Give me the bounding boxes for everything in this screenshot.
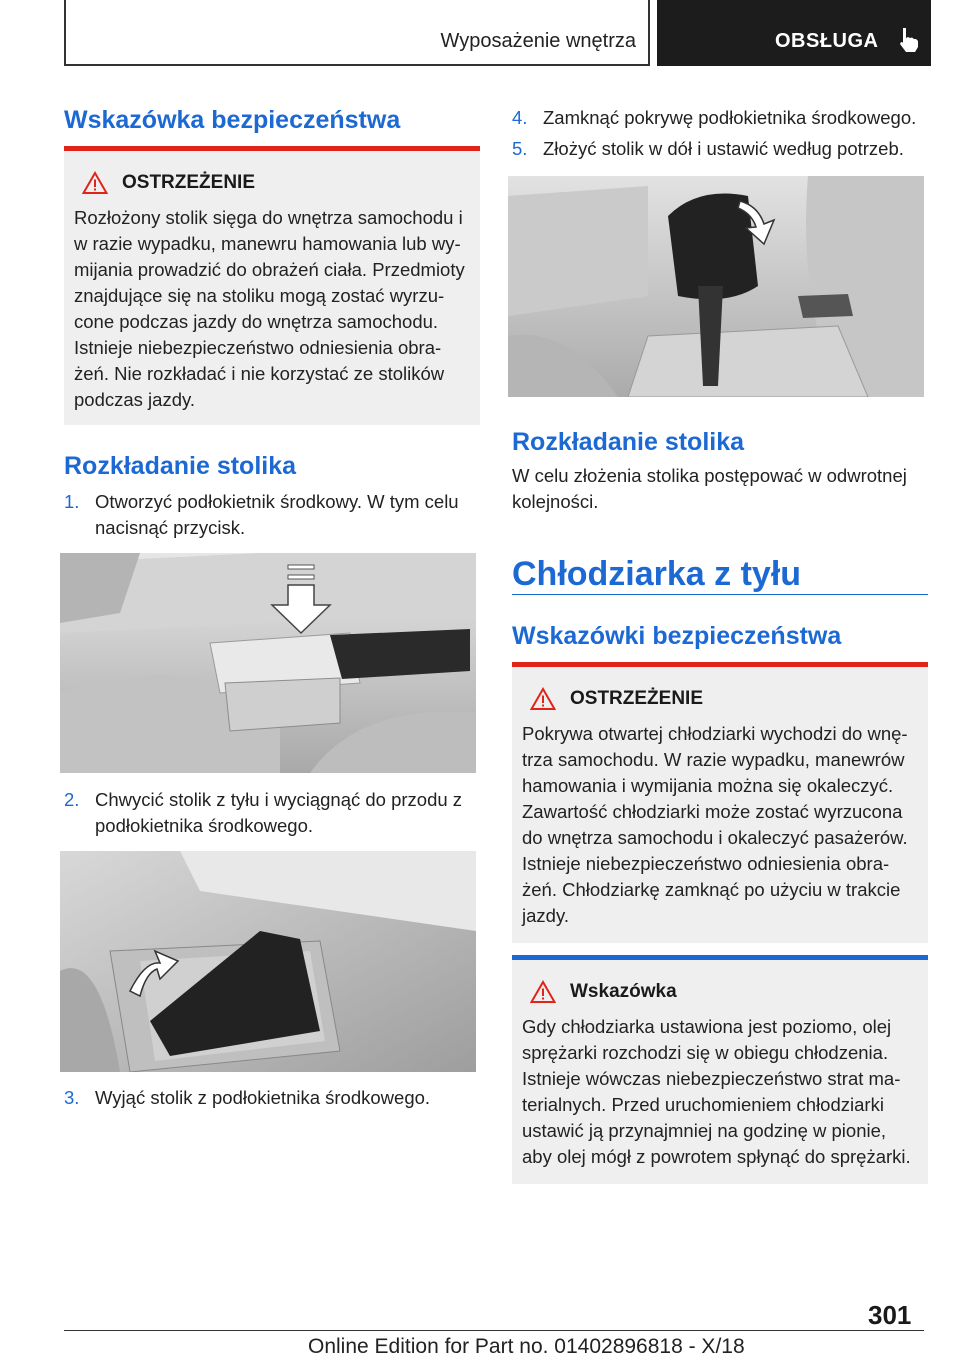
warning-triangle-icon [82,171,108,195]
heading-fold-table: Rozkładanie stolika [512,428,745,456]
step-5: 5. Złożyć stolik w dół i ustawić według potrzeb. [512,138,904,159]
photo-folded-table [508,176,924,397]
warning-title: OSTRZEŻENIE [570,688,704,709]
heading-safety-note: Wskazówka bezpieczeństwa [64,106,401,134]
photo-pull-out-table [60,851,476,1072]
photo-armrest-button [60,553,476,773]
heading-unfold-table: Rozkładanie stolika [64,452,297,480]
chapter-rule [512,594,928,595]
step-2: 2. Chwycić stolik z tyłu i wyciągnąć do przodu z podłokietnika środkowego. [64,789,463,836]
warning-text: Rozłożony stolik sięga do wnętrza samochodu i w razie wypadku, manewru hamowania lub wy- mijania prowadzić do obrażeń ciała. Przedmioty znajdujące się na stoliku mogą zostać wyrzu- cone podczas jazdy do wnętrza samochodu. Istnieje niebezpieczeństwo odniesienia obra- żeń. Nie rozkładać i nie korzystać ze stolików podczas jazdy. [74,207,465,410]
warning-triangle-icon [530,687,556,711]
pointing-hand-icon [897,27,921,53]
fold-instructions: W celu złożenia stolika postępować w odwrotnej kolejności. [512,465,907,512]
footer-rule [64,1330,924,1331]
step-1: 1. Otworzyć podłokietnik środkowy. W tym celu nacisnąć przycisk. [64,491,459,538]
page-number: 301 [868,1300,912,1330]
header-chapter-title: OBSŁUGA [775,30,879,52]
note-title: Wskazówka [570,981,677,1002]
step-4: 4. Zamknąć pokrywę podłokietnika środkowego. [512,107,917,128]
footer-edition: Online Edition for Part no. 01402896818 - X/18 [308,1335,745,1358]
heading-rear-cooler: Chłodziarka z tyłu [512,555,802,593]
header-section-tab [64,0,650,66]
note-box-cooler [512,960,928,1184]
note-text: Gdy chłodziarka ustawiona jest poziomo, olej sprężarki rozchodzi się w obiegu chłodzenia. Istnieje wówczas niebezpieczeństwo strat ma- terialnych. Przed uruchomieniem chłodziarki ustawić ją przynajmniej na godzinę w pionie, aby olej mógł z powrotem spłynąć do sprężarki. [522,1016,911,1167]
step-3: 3. Wyjąć stolik z podłokietnika środkowego. [64,1087,431,1108]
heading-safety-notes: Wskazówki bezpieczeństwa [512,622,842,650]
warning-title: OSTRZEŻENIE [122,172,256,193]
warning-triangle-icon [530,980,556,1004]
warning-box-table [64,151,480,425]
header-chapter-tab [657,0,931,66]
warning-box-cooler [512,667,928,943]
header-section-title: Wyposażenie wnętrza [440,30,636,52]
warning-text: Pokrywa otwartej chłodziarki wychodzi do wnę- trza samochodu. W razie wypadku, manewrów hamowania i wymijania można się okaleczyć. Zawartość chłodziarki może zostać wyrzucona do wnętrza samochodu i okaleczyć pasażerów. Istnieje niebezpieczeństwo odniesienia obra- żeń. Chłodziarkę zamknąć po użyciu w trakcie jazdy. [522,723,908,926]
